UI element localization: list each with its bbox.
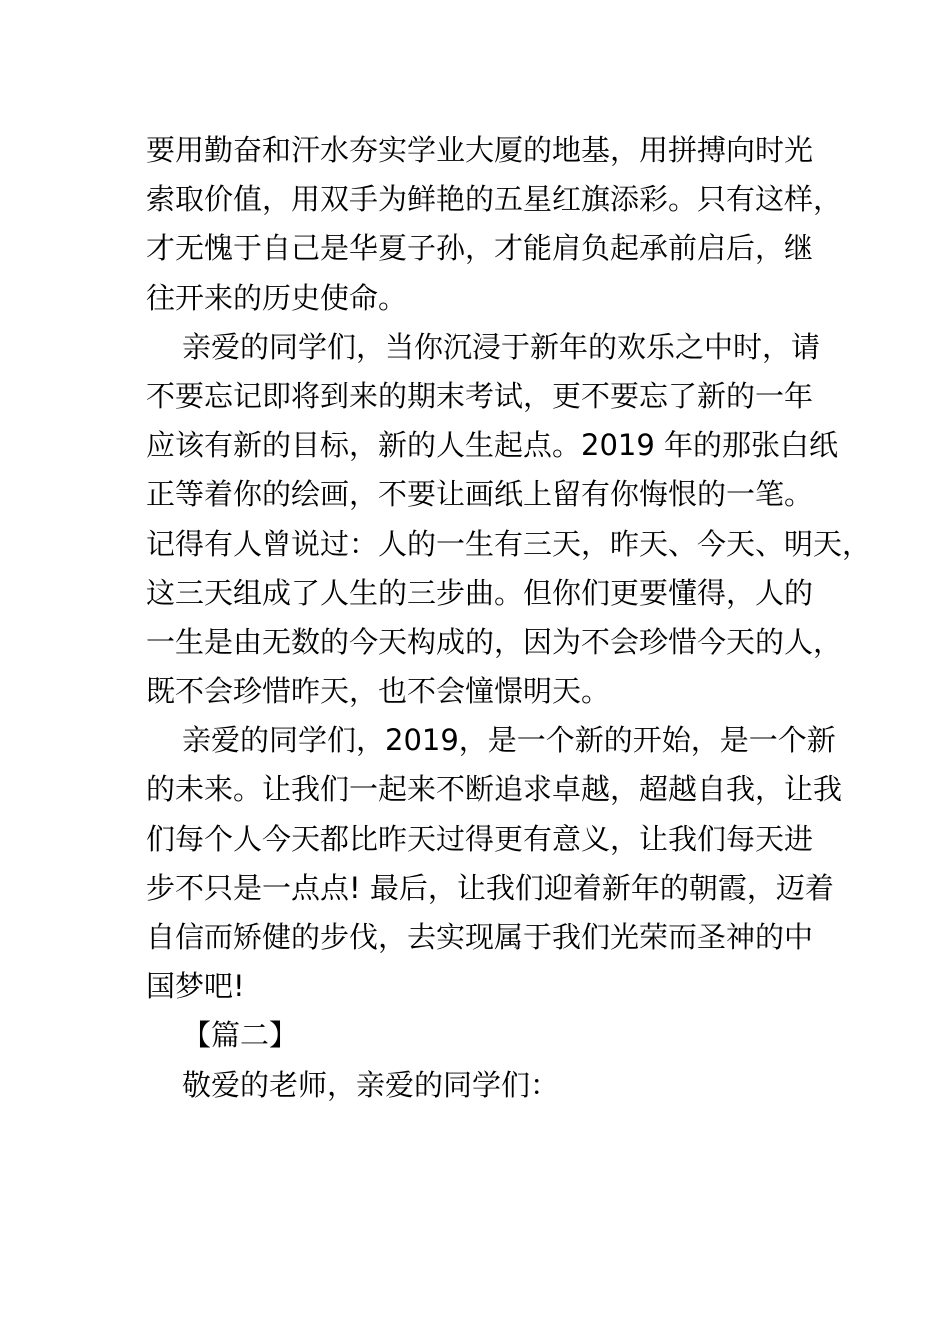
paragraph-line: 国梦吧!: [146, 969, 245, 1004]
paragraph-line: 一生是由无数的今天构成的，因为不会珍惜今天的人，: [146, 624, 843, 659]
paragraph-line: 亲爱的同学们，当你沉浸于新年的欢乐之中时，请: [182, 329, 821, 364]
paragraph-line: 这三天组成了人生的三步曲。但你们更要懂得，人的: [146, 575, 814, 610]
section-heading: 【篇二】: [182, 1018, 299, 1053]
paragraph-line: 应该有新的目标，新的人生起点。2019 年的那张白纸: [146, 428, 839, 463]
paragraph-line: 才无愧于自己是华夏子孙，才能肩负起承前启后，继: [146, 231, 814, 266]
paragraph-line: 索取价值，用双手为鲜艳的五星红旗添彩。只有这样，: [146, 182, 843, 217]
paragraph-line: 们每个人今天都比昨天过得更有意义，让我们每天进: [146, 821, 814, 856]
paragraph-line: 步不只是一点点! 最后，让我们迎着新年的朝霞，迈着: [146, 870, 834, 905]
salutation-line: 敬爱的老师，亲爱的同学们：: [182, 1067, 560, 1102]
paragraph-line: 自信而矫健的步伐，去实现属于我们光荣而圣神的中: [146, 920, 814, 954]
paragraph-line: 往开来的历史使命。: [146, 280, 408, 315]
paragraph-line: 既不会珍惜昨天，也不会憧憬明天。: [146, 674, 611, 709]
paragraph-line: 亲爱的同学们，2019，是一个新的开始，是一个新: [182, 723, 836, 758]
paragraph-line: 记得有人曾说过：人的一生有三天，昨天、今天、明天，: [146, 526, 872, 561]
paragraph-line: 不要忘记即将到来的期末考试，更不要忘了新的一年: [146, 378, 814, 413]
paragraph-line: 要用勤奋和汗水夯实学业大厦的地基，用拼搏向时光: [146, 133, 814, 167]
paragraph-line: 正等着你的绘画，不要让画纸上留有你悔恨的一笔。: [146, 477, 814, 512]
paragraph-line: 的未来。让我们一起来不断追求卓越，超越自我，让我: [146, 772, 843, 807]
document-body: [146, 126, 872, 1110]
